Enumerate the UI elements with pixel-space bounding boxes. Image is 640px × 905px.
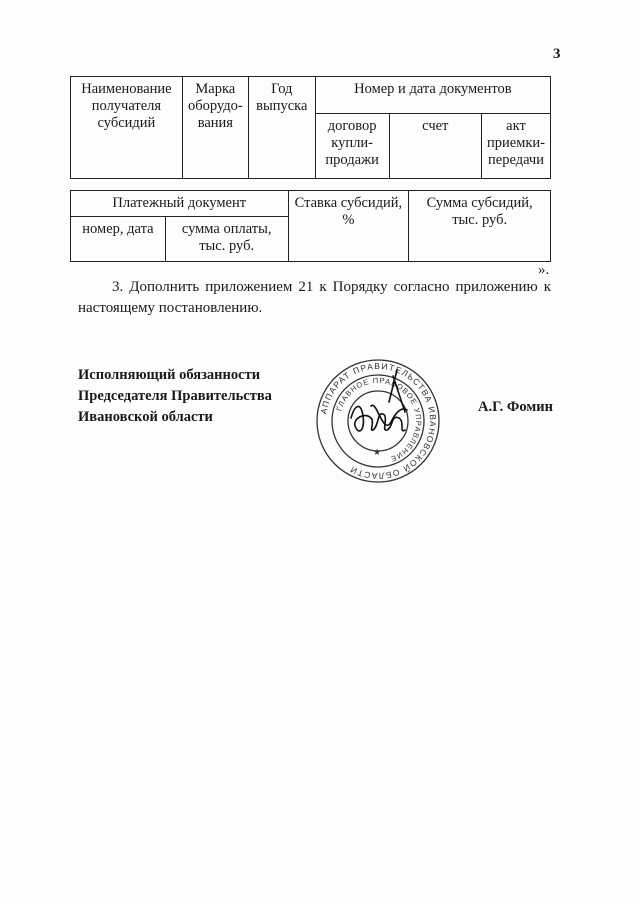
- col-year-header: Год выпуска: [248, 77, 315, 179]
- col-contract-header: договор купли-продажи: [315, 114, 389, 179]
- closing-quote: ».: [538, 262, 550, 278]
- equipment-documents-table: [70, 76, 551, 179]
- page-number: 3: [553, 46, 561, 62]
- col-subsidy-sum-header: Сумма субсидий, тыс. руб.: [409, 191, 551, 262]
- signer-title: [78, 365, 272, 428]
- amendment-paragraph: 3. Дополнить приложением 21 к Порядку согласно приложению к настоящему постановлению.: [78, 279, 551, 316]
- col-invoice-header: счет: [389, 114, 481, 179]
- col-recipient-header: Наименование получателя субсидий: [71, 77, 183, 179]
- signer-title-line1: Исполняющий обязанности: [78, 367, 261, 383]
- col-payment-doc-header: Платежный документ: [71, 191, 289, 217]
- official-seal: [313, 356, 443, 491]
- col-documents-header: Номер и дата документов: [315, 77, 550, 114]
- seal-stamp-icon: [313, 356, 443, 486]
- payment-table: [70, 190, 551, 262]
- signer-title-line2: Председателя Правительства: [78, 388, 272, 404]
- col-equipment-brand-header: Марка оборудо-вания: [182, 77, 248, 179]
- col-number-date-header: номер, дата: [71, 217, 166, 262]
- seal-outer-text: АППАРАТ ПРАВИТЕЛЬСТВА ИВАНОВСКОЙ ОБЛАСТИ: [318, 360, 439, 482]
- col-payment-amount-header: сумма оплаты, тыс. руб.: [165, 217, 288, 262]
- signer-name: А.Г. Фомин: [478, 399, 553, 415]
- svg-text:★: ★: [372, 447, 382, 457]
- seal-inner-text: ГЛАВНОЕ ПРАВОВОЕ УПРАВЛЕНИЕ: [334, 375, 424, 464]
- col-acceptance-act-header: акт приемки-передачи: [482, 114, 551, 179]
- col-subsidy-rate-header: Ставка субсидий, %: [288, 191, 409, 262]
- signer-title-line3: Ивановской области: [78, 409, 213, 425]
